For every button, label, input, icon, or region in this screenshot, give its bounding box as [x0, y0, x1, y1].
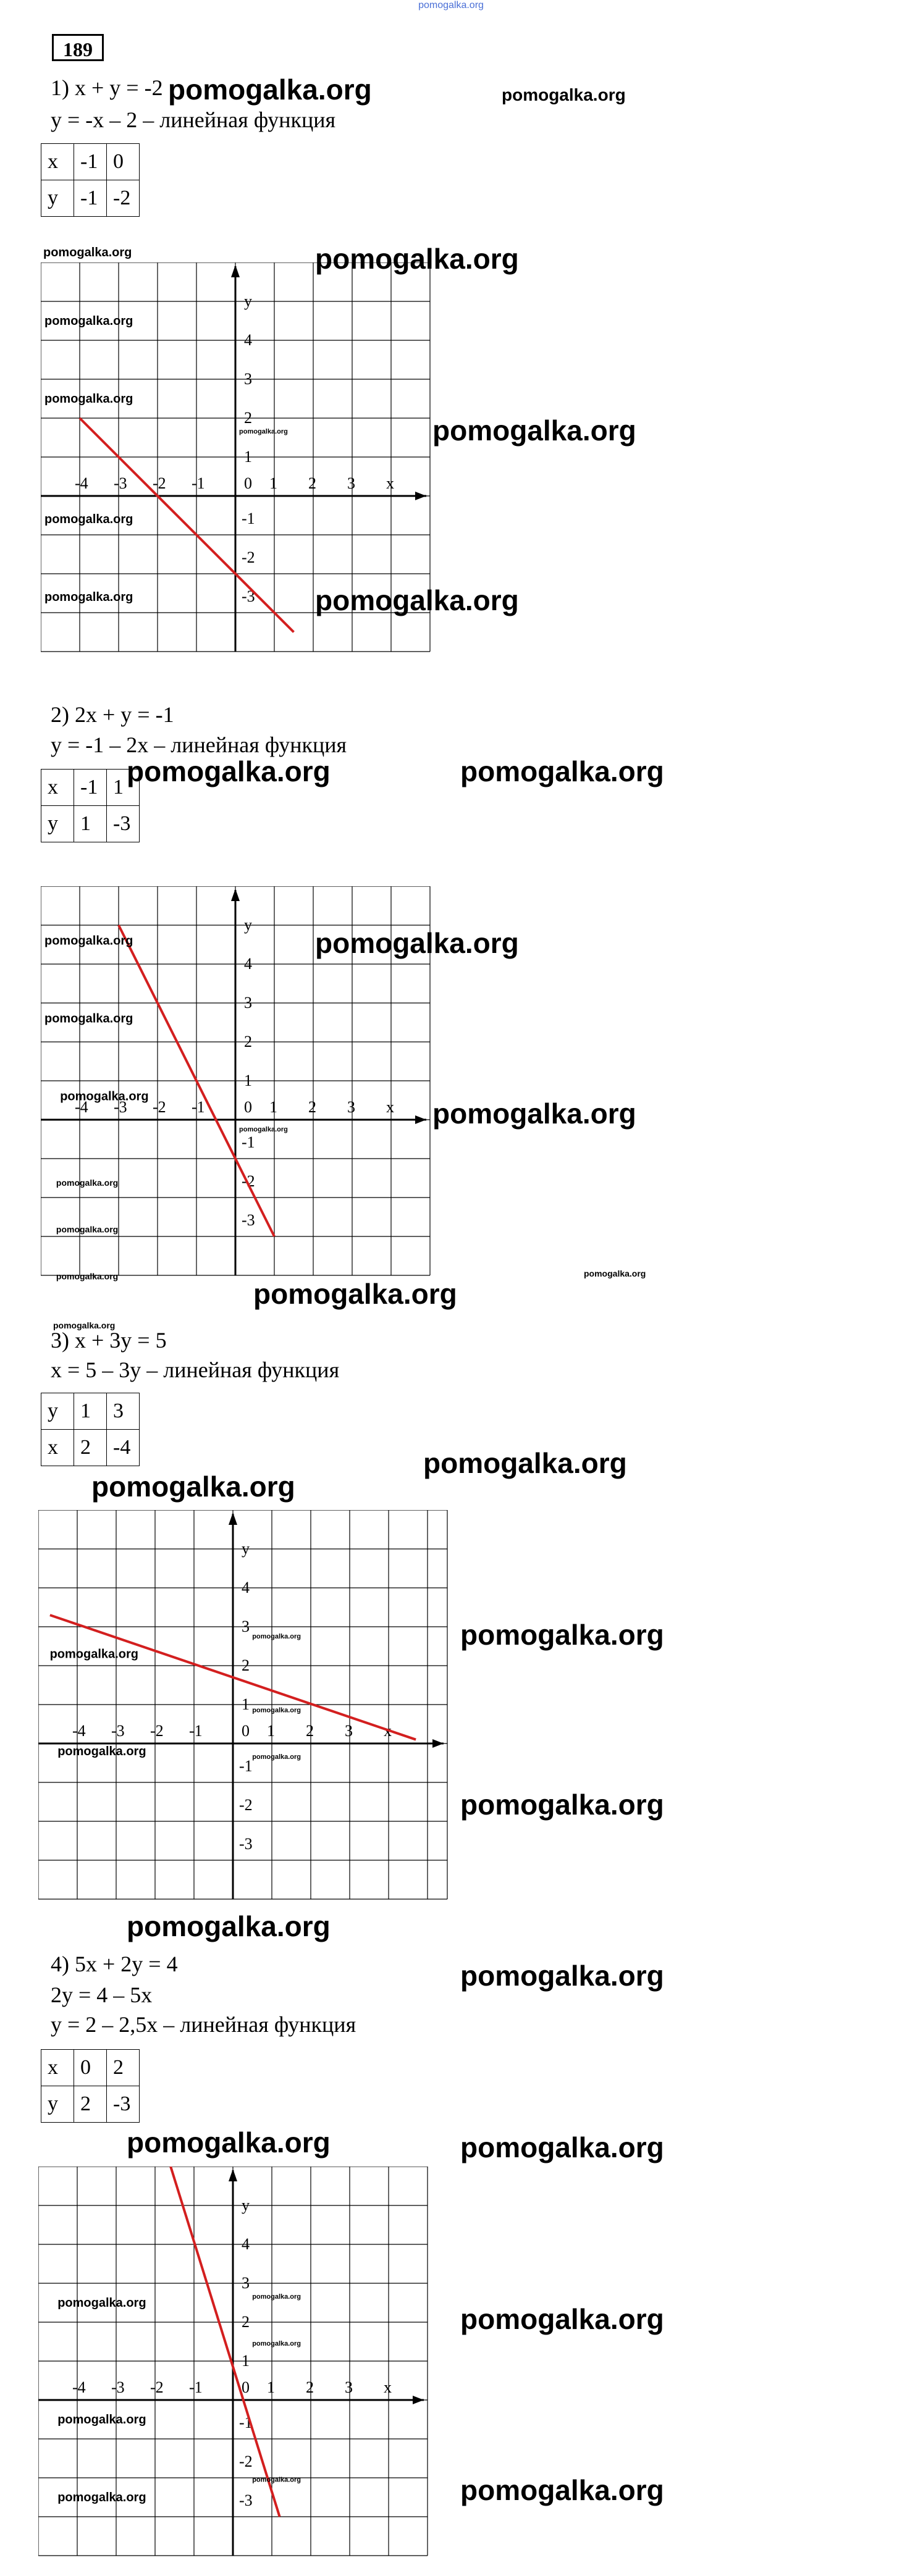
table-cell: -3 — [107, 2086, 140, 2123]
x-tick-label: 2 — [306, 1722, 314, 1740]
y-axis-arrow — [231, 889, 240, 901]
table-cell: x — [41, 2050, 74, 2086]
watermark: pomogalka.org — [460, 1960, 664, 1992]
exercise-number: 189 — [52, 34, 104, 61]
watermark: pomogalka.org — [252, 2476, 301, 2484]
x-tick-label: -4 — [75, 1098, 88, 1116]
table-row — [41, 144, 140, 180]
x-tick-label: -4 — [75, 474, 88, 492]
y-axis-label: y — [242, 1540, 250, 1558]
table-cell: y — [41, 806, 74, 842]
table-cell: -2 — [107, 180, 140, 217]
watermark: pomogalka.org — [239, 428, 288, 436]
watermark: pomogalka.org — [56, 1178, 119, 1188]
watermark: pomogalka.org — [252, 2339, 301, 2347]
y-tick-label: -2 — [242, 1172, 255, 1190]
table-cell: x — [41, 144, 74, 180]
y-tick-label: -1 — [239, 1757, 253, 1775]
watermark: pomogalka.org — [127, 2126, 331, 2159]
x-axis-label: x — [384, 2378, 392, 2396]
part3-function: x = 5 – 3y – линейная функция — [51, 1357, 340, 1382]
x-tick-label: -1 — [189, 2378, 203, 2396]
watermark: pomogalka.org — [127, 1910, 331, 1942]
part4-equation: 4) 5x + 2y = 4 — [51, 1952, 178, 1976]
watermark: pomogalka.org — [252, 1632, 301, 1640]
x-tick-label: 2 — [308, 1098, 316, 1116]
table-row — [41, 806, 140, 842]
x-tick-label: 1 — [267, 2378, 275, 2396]
watermark: pomogalka.org — [44, 590, 133, 605]
watermark: pomogalka.org — [460, 755, 664, 787]
table-row — [41, 2086, 140, 2123]
x-tick-label: -3 — [111, 1722, 125, 1740]
watermark: pomogalka.org — [253, 1278, 457, 1310]
watermark: pomogalka.org — [43, 246, 132, 259]
x-axis-label: x — [384, 1722, 392, 1740]
y-tick-label: 1 — [242, 2352, 250, 2370]
part1-value-table — [41, 143, 140, 217]
x-axis-label: x — [386, 474, 394, 492]
table-cell: x — [41, 1430, 74, 1466]
y-tick-label: -1 — [242, 510, 255, 527]
x-tick-label: 2 — [306, 2378, 314, 2396]
x-tick-label: -1 — [192, 1098, 205, 1116]
watermark: pomogalka.org — [460, 1789, 664, 1821]
table-cell: -1 — [74, 144, 107, 180]
part3-graph — [38, 1510, 452, 1911]
y-tick-label: 2 — [244, 409, 252, 427]
table-cell: y — [41, 1393, 74, 1430]
x-tick-label: -2 — [153, 474, 166, 492]
watermark: pomogalka.org — [91, 1471, 295, 1503]
watermark: pomogalka.org — [56, 1224, 119, 1235]
table-cell: 2 — [74, 1430, 107, 1466]
table-cell: 0 — [74, 2050, 107, 2086]
x-axis-label: x — [386, 1098, 394, 1116]
x-tick-label: -2 — [150, 1722, 164, 1740]
table-row — [41, 180, 140, 217]
y-tick-label: 1 — [242, 1695, 250, 1713]
x-tick-label: -3 — [111, 2378, 125, 2396]
y-tick-label: 2 — [244, 1033, 252, 1051]
x-tick-label: -3 — [114, 474, 127, 492]
y-axis-arrow — [229, 1512, 237, 1525]
x-tick-label: 3 — [347, 1098, 355, 1116]
x-axis-arrow — [415, 1115, 426, 1124]
x-tick-label: 3 — [347, 474, 355, 492]
y-tick-label: -2 — [239, 2452, 253, 2470]
y-tick-label: 1 — [244, 1072, 252, 1089]
part2-function: y = -1 – 2x – линейная функция — [51, 732, 347, 757]
part3-value-table — [41, 1393, 140, 1466]
watermark: pomogalka.org — [44, 392, 133, 406]
part2-equation: 2) 2x + y = -1 — [51, 702, 174, 727]
watermark: pomogalka.org — [315, 927, 519, 959]
part4-value-table — [41, 2049, 140, 2123]
x-tick-label: -4 — [72, 2378, 86, 2396]
watermark: pomogalka.org — [60, 1089, 149, 1104]
watermark: pomogalka.org — [423, 1447, 627, 1479]
y-tick-label: 3 — [242, 2274, 250, 2292]
site-link[interactable]: pomogalka.org — [418, 0, 484, 10]
watermark: pomogalka.org — [252, 2293, 301, 2301]
watermark: pomogalka.org — [460, 1619, 664, 1651]
y-tick-label: 4 — [242, 1579, 250, 1596]
table-cell: 1 — [74, 806, 107, 842]
x-tick-label: 2 — [308, 474, 316, 492]
x-tick-label: 3 — [345, 1722, 353, 1740]
part1-function: y = -x – 2 – линейная функция — [51, 107, 336, 132]
part4-function: y = 2 – 2,5x – линейная функция — [51, 2012, 356, 2037]
watermark: pomogalka.org — [239, 1125, 288, 1133]
watermark: pomogalka.org — [49, 1647, 138, 1661]
table-cell: 2 — [107, 2050, 140, 2086]
table-row — [41, 770, 140, 806]
part1-equation: 1) x + y = -2 — [51, 75, 163, 100]
watermark: pomogalka.org — [252, 1706, 301, 1714]
y-tick-label: -1 — [242, 1133, 255, 1151]
part3-equation: 3) x + 3y = 5 — [51, 1328, 167, 1353]
y-tick-label: -2 — [239, 1796, 253, 1814]
watermark: pomogalka.org — [57, 2412, 146, 2427]
y-tick-label: 4 — [242, 2235, 250, 2253]
origin-label: 0 — [244, 1098, 252, 1116]
x-tick-label: 1 — [269, 474, 277, 492]
x-tick-label: -4 — [72, 1722, 86, 1740]
watermark: pomogalka.org — [57, 1744, 146, 1758]
table-cell: 0 — [107, 144, 140, 180]
y-tick-label: -3 — [242, 587, 255, 605]
table-cell: y — [41, 180, 74, 217]
y-axis-label: y — [244, 292, 252, 310]
watermark: pomogalka.org — [584, 1269, 646, 1278]
origin-label: 0 — [242, 1722, 250, 1740]
y-axis-label: y — [242, 2196, 250, 2214]
part2-value-table — [41, 769, 140, 842]
x-tick-label: -2 — [150, 2378, 164, 2396]
table-cell: -1 — [74, 180, 107, 217]
watermark: pomogalka.org — [57, 2490, 146, 2504]
y-tick-label: -1 — [239, 2414, 253, 2431]
watermark: pomogalka.org — [432, 1097, 636, 1130]
table-cell: -4 — [107, 1430, 140, 1466]
origin-label: 0 — [242, 2378, 250, 2396]
watermark: pomogalka.org — [56, 1271, 119, 1282]
watermark: pomogalka.org — [44, 934, 133, 948]
y-tick-label: 2 — [242, 1656, 250, 1674]
table-cell: -3 — [107, 806, 140, 842]
table-row — [41, 1430, 140, 1466]
table-cell: 1 — [107, 770, 140, 806]
x-tick-label: -1 — [189, 1722, 203, 1740]
watermark: pomogalka.org — [432, 414, 636, 447]
y-axis-arrow — [231, 265, 240, 277]
table-cell: x — [41, 770, 74, 806]
x-tick-label: -1 — [192, 474, 205, 492]
x-tick-label: -2 — [153, 1098, 166, 1116]
x-tick-label: 1 — [267, 1722, 275, 1740]
x-axis-arrow — [413, 2396, 424, 2404]
watermark: pomogalka.org — [127, 755, 331, 787]
x-axis-arrow — [415, 492, 426, 500]
watermark: pomogalka.org — [57, 2296, 146, 2310]
y-tick-label: -3 — [239, 1835, 253, 1853]
watermark: pomogalka.org — [44, 1012, 133, 1026]
y-tick-label: 3 — [244, 370, 252, 388]
x-tick-label: -3 — [114, 1098, 127, 1116]
y-tick-label: 1 — [244, 448, 252, 466]
watermark: pomogalka.org — [44, 314, 133, 328]
watermark: pomogalka.org — [460, 2303, 664, 2335]
watermark: pomogalka.org — [460, 2474, 664, 2506]
watermark: pomogalka.org — [252, 1753, 301, 1761]
table-cell: 1 — [74, 1393, 107, 1430]
table-cell: 3 — [107, 1393, 140, 1430]
part4-graph — [38, 2167, 434, 2568]
table-row — [41, 2050, 140, 2086]
table-cell: 2 — [74, 2086, 107, 2123]
table-row — [41, 1393, 140, 1430]
y-tick-label: 4 — [244, 955, 252, 973]
y-tick-label: 3 — [244, 994, 252, 1012]
y-tick-label: -2 — [242, 548, 255, 566]
part4-transform: 2y = 4 – 5x — [51, 1982, 153, 2007]
y-tick-label: -3 — [242, 1211, 255, 1229]
table-cell: y — [41, 2086, 74, 2123]
watermark: pomogalka.org — [502, 85, 626, 104]
y-tick-label: -3 — [239, 2491, 253, 2509]
y-tick-label: 4 — [244, 331, 252, 349]
watermark: pomogalka.org — [168, 73, 372, 106]
watermark: pomogalka.org — [460, 2131, 664, 2163]
x-tick-label: 3 — [345, 2378, 353, 2396]
watermark: pomogalka.org — [315, 584, 519, 616]
x-tick-label: 1 — [269, 1098, 277, 1116]
watermark: pomogalka.org — [44, 513, 133, 527]
y-axis-arrow — [229, 2169, 237, 2181]
y-tick-label: 2 — [242, 2313, 250, 2331]
watermark: pomogalka.org — [53, 1320, 116, 1330]
x-axis-arrow — [432, 1739, 444, 1748]
y-tick-label: 3 — [242, 1617, 250, 1635]
y-axis-label: y — [244, 916, 252, 934]
table-cell: -1 — [74, 770, 107, 806]
origin-label: 0 — [244, 474, 252, 492]
watermark: pomogalka.org — [315, 243, 519, 275]
